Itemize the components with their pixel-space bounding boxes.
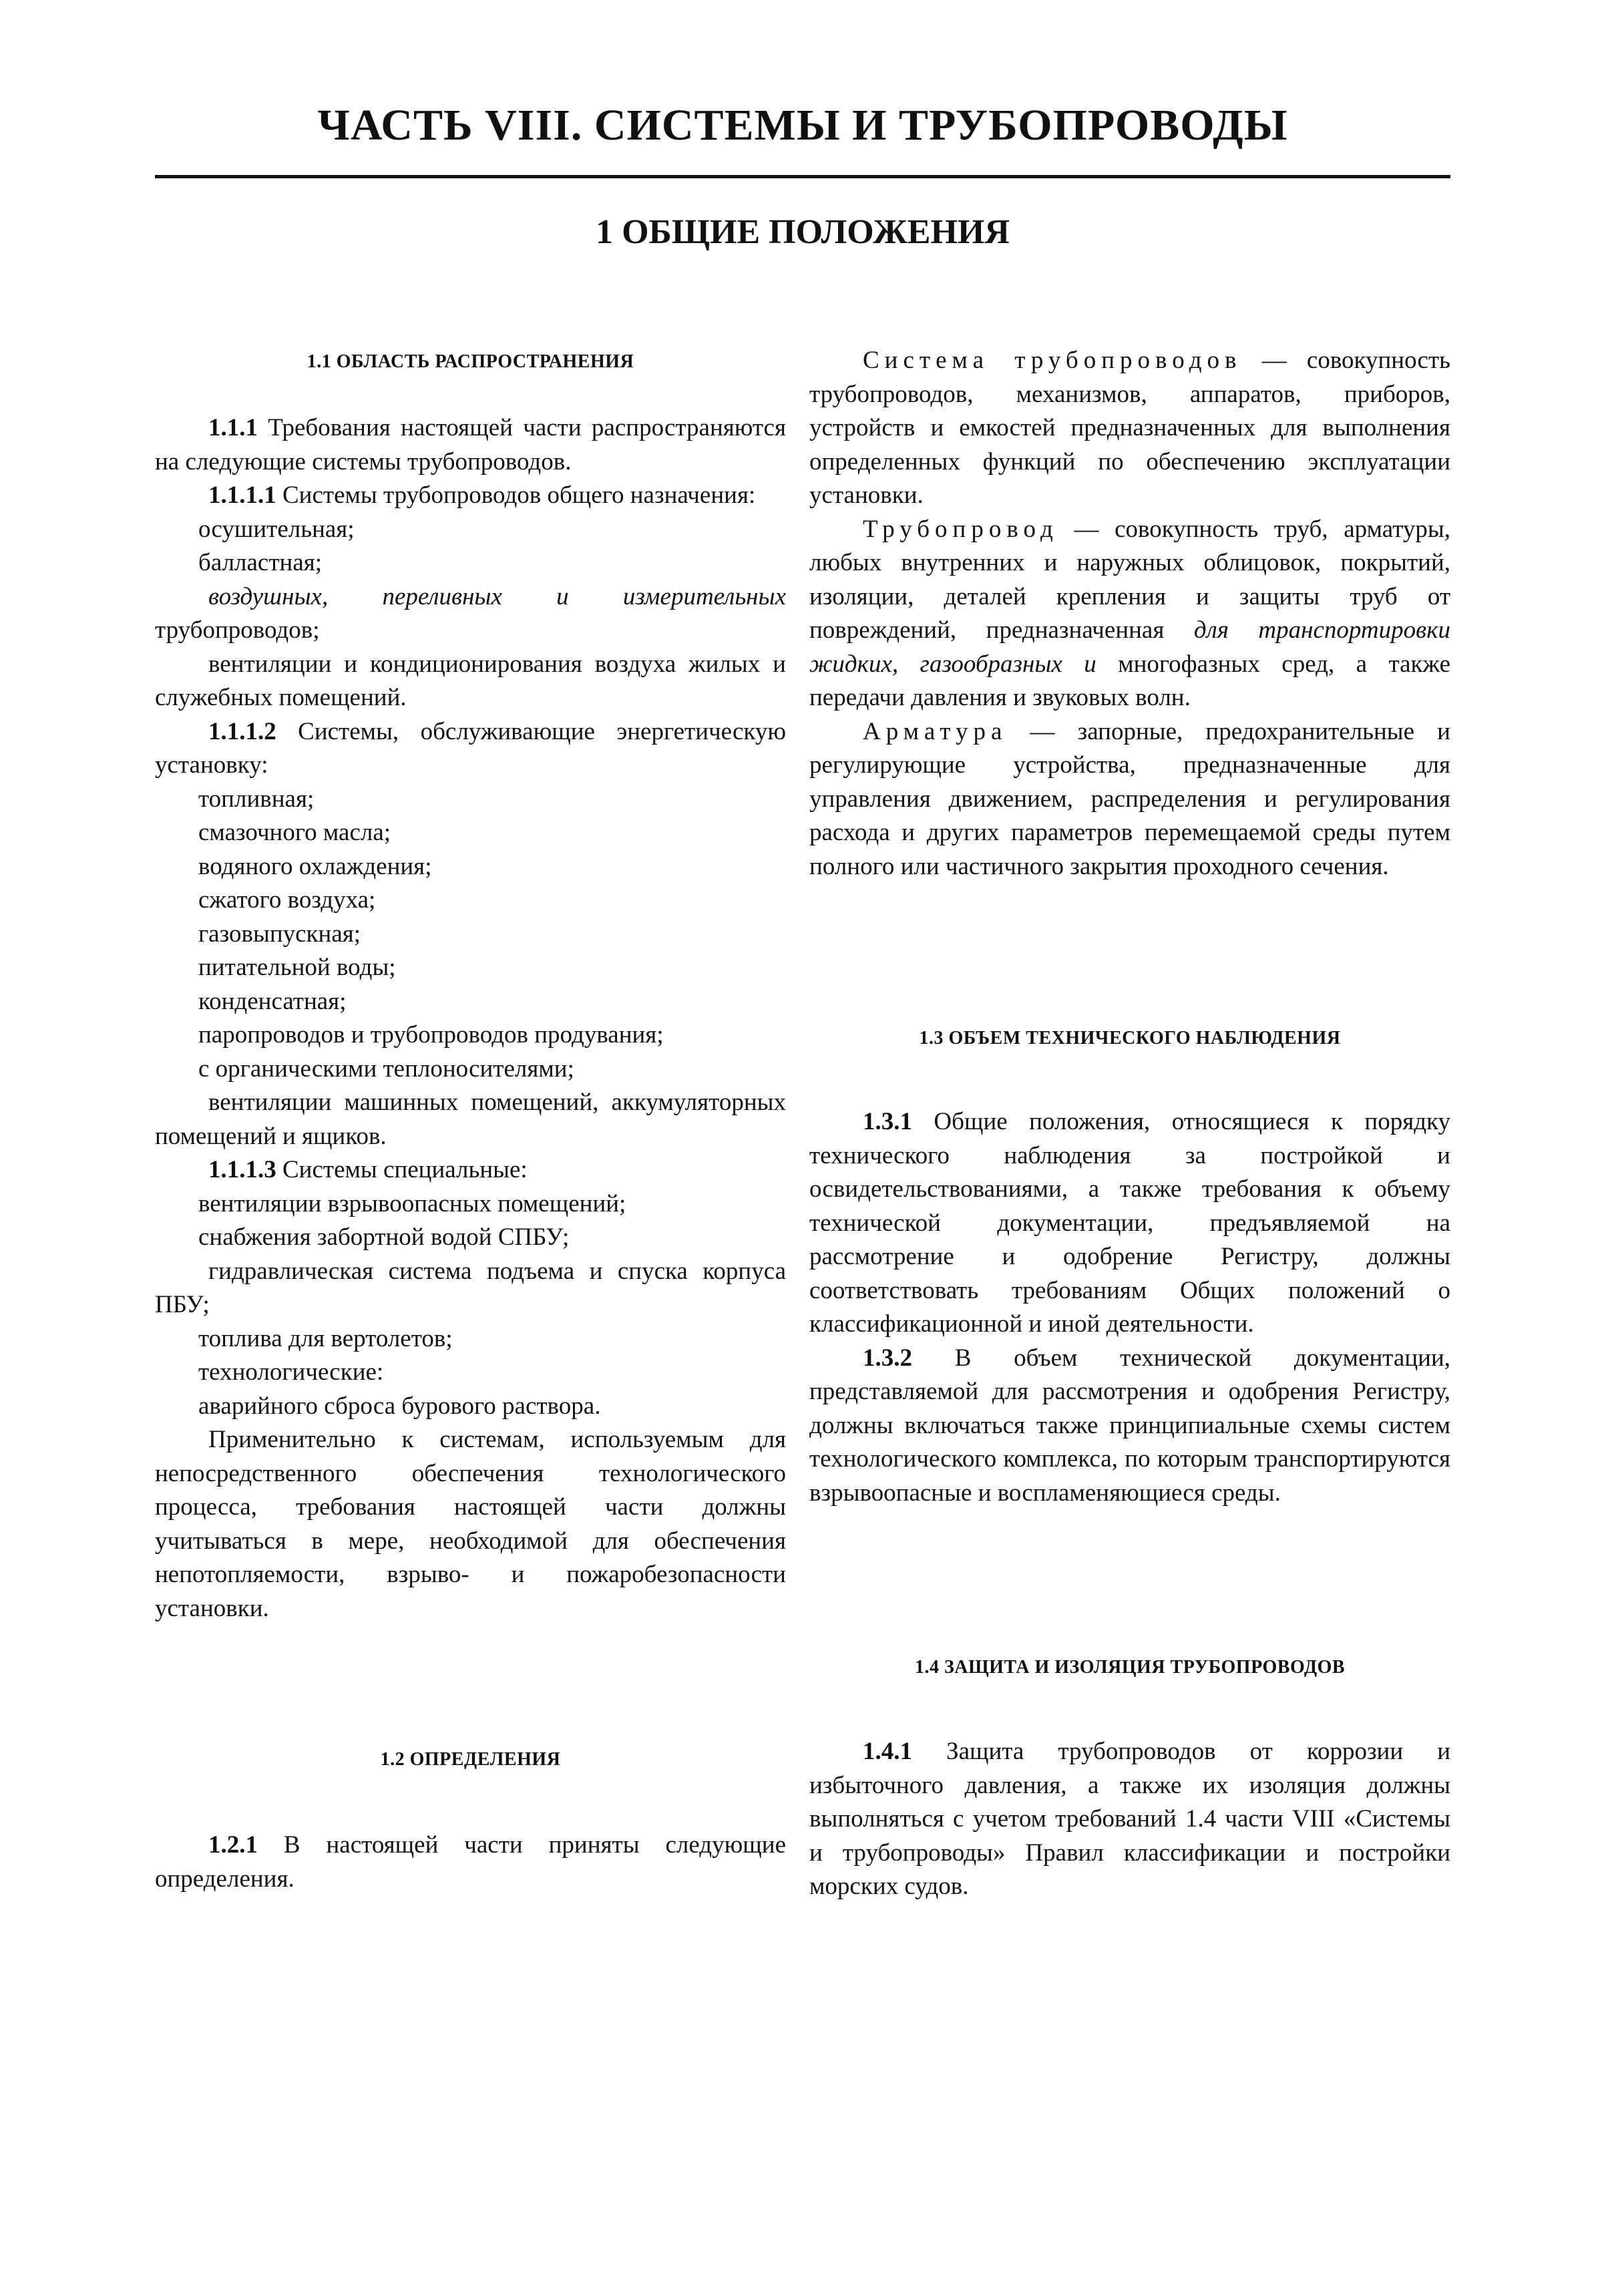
list-item: смазочного масла; bbox=[198, 819, 391, 846]
clause-text: Системы, обслуживающие энергетическую установку: bbox=[155, 717, 786, 779]
definition-text-italic: для транспортировки жидких, газообразных и bbox=[809, 616, 1450, 678]
clause-text: Системы трубопроводов общего назначения: bbox=[276, 482, 756, 509]
clause-number: 1.1.1.2 bbox=[208, 717, 276, 745]
clause-number: 1.1.1 bbox=[208, 414, 258, 441]
list-item: вентиляции машинных помещений, аккумуляторных помещений и ящиков. bbox=[155, 1089, 786, 1150]
closing-paragraph: Применительно к системам, используемым для непосредственного обеспечения технологического процесса, требования настоящей части должны учитываться в мере, необходимой для обеспечения непотопляемости, взрыво- и пожаробезопасности установки. bbox=[155, 1426, 786, 1622]
clause-text: В объем технической документации, представляемой для рассмотрения и одобрения Регистру, должны включаться также принципиальные схемы систем технологического комплекса, по которым транспортируются взрывоопасные и воспламеняющиеся среды. bbox=[809, 1344, 1450, 1507]
section-heading-1-4: 1.4 ЗАЩИТА И ИЗОЛЯЦИЯ ТРУБОПРОВОДОВ bbox=[914, 1657, 1346, 1678]
list-item-tail: трубопроводов; bbox=[155, 616, 320, 644]
clause-text: Требования настоящей части распространяются на следующие системы трубопроводов. bbox=[155, 414, 786, 475]
clause-number: 1.1.1.1 bbox=[208, 482, 276, 509]
clause-number: 1.3.2 bbox=[863, 1344, 912, 1372]
title-rule bbox=[155, 175, 1450, 178]
list-item-italic: воздушных, переливных и измерительных bbox=[208, 582, 786, 610]
paragraph-1-1-1-1 bbox=[155, 479, 786, 513]
list-item: гидравлическая система подъема и спуска корпуса ПБУ; bbox=[155, 1257, 786, 1318]
section-heading-1-3: 1.3 ОБЪЕМ ТЕХНИЧЕСКОГО НАБЛЮДЕНИЯ bbox=[919, 1028, 1341, 1048]
definition-text: — совокупность трубопроводов, механизмов, аппаратов, приборов, устройств и емкостей предназначенных для выполнения определенных функций по обеспечению эксплуатации установки. bbox=[809, 347, 1450, 509]
clause-number: 1.4.1 bbox=[863, 1738, 912, 1765]
list-item: балластная; bbox=[198, 549, 323, 576]
definition-text: — совокупность труб, арматуры, любых внутренних и наружных облицовок, покрытий, изоляции, деталей крепления и защиты труб от повреждений, предназначенная bbox=[809, 515, 1450, 644]
list-item: снабжения забортной водой СПБУ; bbox=[198, 1223, 570, 1251]
clause-text: Системы специальные: bbox=[276, 1156, 528, 1183]
definition-system bbox=[809, 344, 1450, 513]
list-item: технологические: bbox=[198, 1358, 384, 1386]
clause-number: 1.3.1 bbox=[863, 1108, 912, 1135]
definition-pipeline bbox=[809, 513, 1450, 715]
list-item: осушительная; bbox=[198, 515, 355, 543]
definition-term: Трубопровод bbox=[863, 515, 1058, 543]
list-item: топлива для вертолетов; bbox=[198, 1324, 453, 1352]
section-1-4-body bbox=[809, 1735, 1450, 1904]
definition-term: Арматура bbox=[863, 717, 1008, 745]
list-item: топливная; bbox=[198, 785, 315, 813]
clause-text: В настоящей части приняты следующие определения. bbox=[155, 1831, 786, 1893]
clause-text: Общие положения, относящиеся к порядку технического наблюдения за постройкой и освидетельствованиями, а также требования к объему технической документации, предъявляемой на рассмотрение и одобрение Регистру, должны соответствовать требованиям Общих положений о классификационной и иной деятельности. bbox=[809, 1108, 1450, 1338]
clause-number: 1.2.1 bbox=[208, 1831, 258, 1859]
section-heading-1-2: 1.2 ОПРЕДЕЛЕНИЯ bbox=[380, 1749, 561, 1770]
definition-term: Система трубопроводов bbox=[863, 347, 1242, 374]
list-item: паропроводов и трубопроводов продувания; bbox=[198, 1021, 664, 1048]
paragraph-1-2-1 bbox=[155, 1829, 786, 1896]
definition-fittings bbox=[809, 715, 1450, 884]
paragraph-1-3-1 bbox=[809, 1105, 1450, 1342]
chapter-title: 1 ОБЩИЕ ПОЛОЖЕНИЯ bbox=[596, 213, 1010, 251]
section-1-1-body bbox=[155, 411, 786, 1625]
definition-text: многофазных сред, а также передачи давления и звуковых волн. bbox=[809, 650, 1451, 711]
list-item: водяного охлаждения; bbox=[198, 852, 432, 880]
list-item: вентиляции и кондиционирования воздуха жилых и служебных помещений. bbox=[155, 650, 786, 711]
list-item: питательной воды; bbox=[198, 954, 396, 981]
section-1-3-body bbox=[809, 1105, 1450, 1510]
section-heading-1-1: 1.1 ОБЛАСТЬ РАСПРОСТРАНЕНИЯ bbox=[307, 351, 634, 372]
definitions-block bbox=[809, 344, 1450, 884]
list-item: с органическими теплоносителями; bbox=[198, 1055, 574, 1083]
paragraph-1-1-1 bbox=[155, 411, 786, 479]
list-item: газовыпускная; bbox=[198, 920, 361, 948]
paragraph-1-3-2 bbox=[809, 1342, 1450, 1511]
definition-text: — запорные, предохранительные и регулирующие устройства, предназначенные для управления движением, распределения и регулирования расхода и других параметров перемещаемой среды путем полного или частичного закрытия проходного сечения. bbox=[809, 717, 1450, 880]
list-item: аварийного сброса бурового раствора. bbox=[198, 1392, 601, 1420]
part-title: ЧАСТЬ VIII. СИСТЕМЫ И ТРУБОПРОВОДЫ bbox=[317, 101, 1288, 150]
paragraph-1-1-1-3 bbox=[155, 1153, 786, 1187]
list-item: вентиляции взрывоопасных помещений; bbox=[198, 1189, 626, 1217]
list-item: конденсатная; bbox=[198, 987, 347, 1015]
list-item: сжатого воздуха; bbox=[198, 886, 376, 914]
clause-text: Защита трубопроводов от коррозии и избыточного давления, а также их изоляция должны выполняться с учетом требований 1.4 части VIII «Системы и трубопроводы» Правил классификации и постройки морских судов. bbox=[809, 1738, 1450, 1900]
section-1-2-body bbox=[155, 1829, 786, 1896]
paragraph-1-4-1 bbox=[809, 1735, 1450, 1904]
clause-number: 1.1.1.3 bbox=[208, 1156, 276, 1183]
paragraph-1-1-1-2 bbox=[155, 715, 786, 783]
